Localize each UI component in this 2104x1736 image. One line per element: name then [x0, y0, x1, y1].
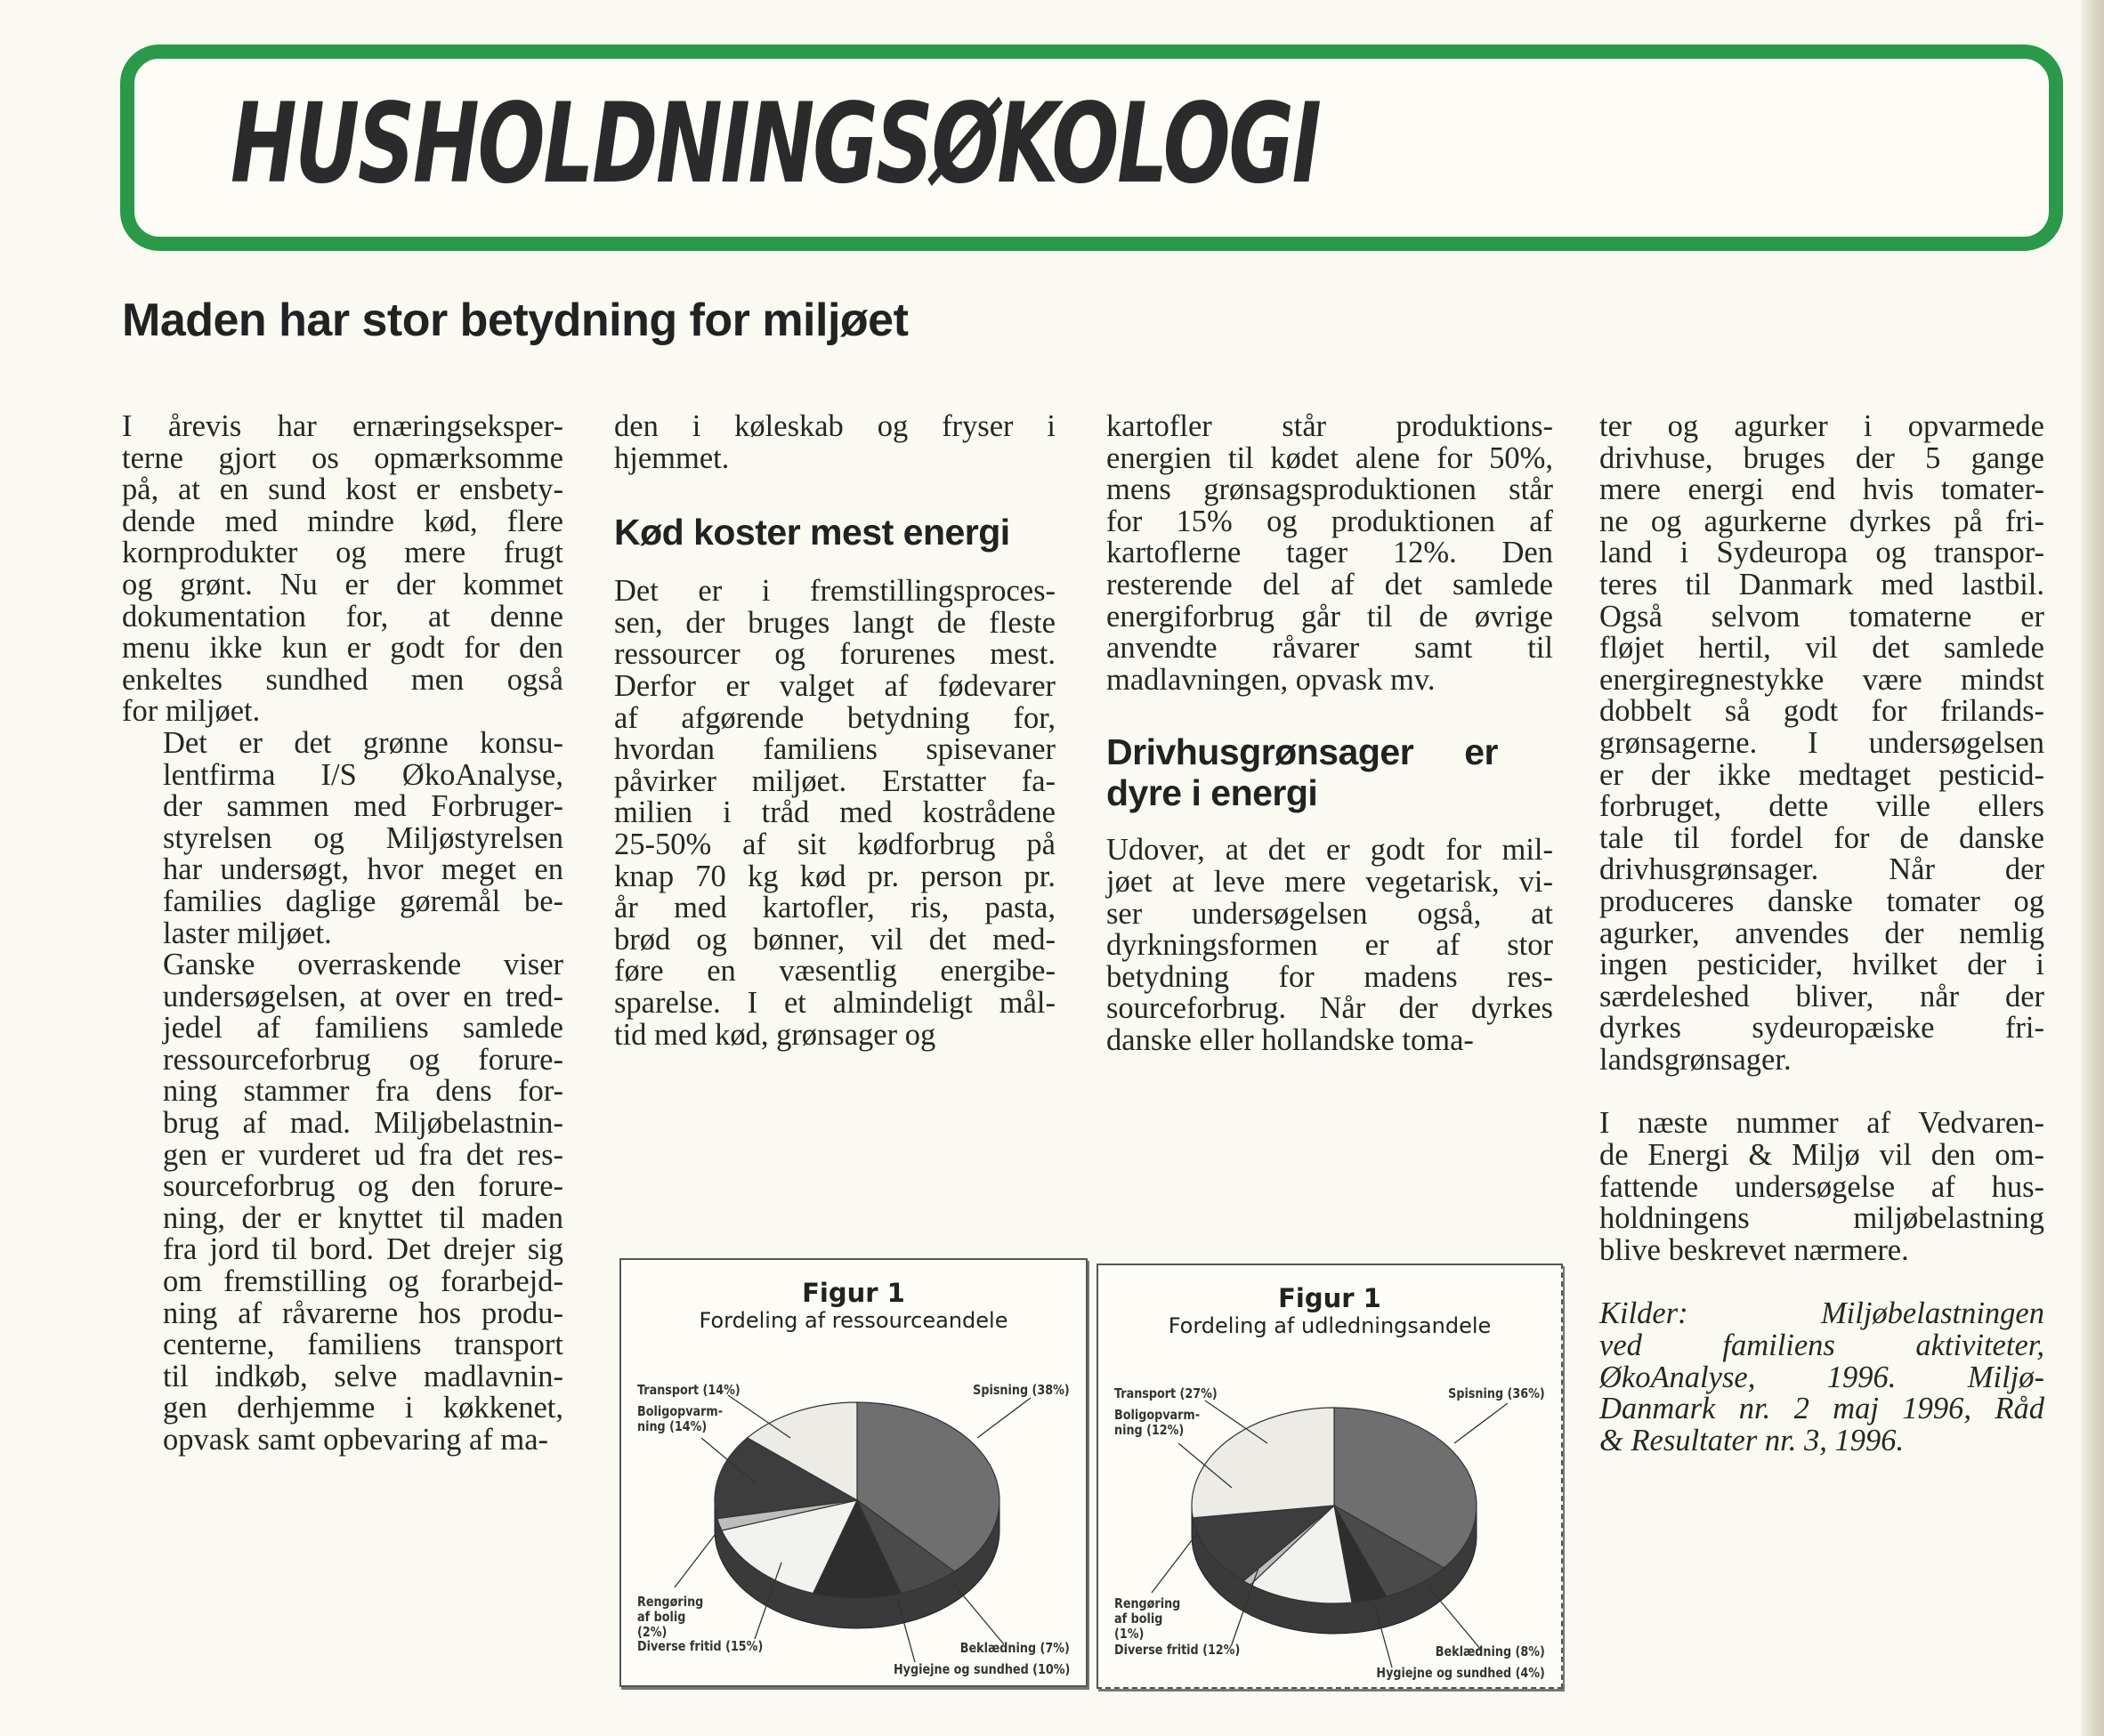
text-line: Derfor er valget af fødevarer: [614, 668, 1056, 703]
section-heading: Kød koster mest energi: [614, 512, 1010, 553]
text-line: der sammen med Forbruger-: [163, 789, 563, 824]
text-line: sourceforbrug. Når der dyrkes: [1106, 991, 1553, 1026]
text-line: Det er i fremstillingsproces-: [614, 574, 1056, 609]
leader-line: [1152, 1532, 1198, 1593]
text-line: lentfirma I/S ØkoAnalyse,: [163, 757, 563, 792]
text-line: dokumentation for, at denne: [122, 599, 563, 634]
label-spisning: Spisning (38%): [973, 1382, 1070, 1398]
label-boligopvarmning: Boligopvarm-ning (12%): [1114, 1407, 1201, 1438]
text-line: landsgrønsager.: [1599, 1042, 1792, 1077]
text-line: påvirker miljøet. Erstatter fa-: [614, 763, 1056, 798]
text-line: ning af råvarerne hos produ-: [163, 1296, 563, 1330]
label-diverse-fritid: Diverse fritid (15%): [637, 1638, 764, 1654]
sources-paragraph: [1599, 1298, 2044, 1457]
text-line: produceres danske tomater og: [1599, 884, 2044, 918]
text-line: ning, der er knyttet til maden: [163, 1200, 563, 1235]
text-line: Kilder: Miljøbelastningen: [1599, 1296, 2044, 1331]
paragraph: [122, 949, 563, 1457]
text-line: undersøgelsen, at over en tred-: [163, 979, 563, 1013]
text-line: mere energi end hvis tomater-: [1599, 472, 2044, 507]
text-line: dyrkningsformen er af stor: [1106, 928, 1553, 963]
text-line: kartofler står produktions-: [1106, 409, 1553, 443]
text-line: tid med kød, grønsager og: [614, 1017, 936, 1052]
text-line: Det er det grønne konsu-: [163, 725, 563, 760]
leader-line: [675, 1527, 721, 1587]
label-boligopvarmning: Boligopvarm-ning (14%): [637, 1403, 724, 1434]
text-line: Danmark nr. 2 maj 1996, Råd: [1599, 1392, 2044, 1426]
text-line: grønsagerne. I undersøgelsen: [1599, 725, 2044, 760]
text-line: føre en væsentlig energibe-: [614, 954, 1056, 989]
figure-emission-share: [1097, 1264, 1563, 1689]
label-beklaedning: Beklædning (8%): [1435, 1643, 1545, 1659]
text-line: ingen pesticider, hvilket der i: [1599, 948, 2044, 982]
section-title: HUSHOLDNINGSØKOLOGI: [231, 80, 1320, 208]
text-line: forbruget, dette ville ellers: [1599, 789, 2044, 824]
paragraph: [1599, 411, 2044, 1076]
text-line: brød og bønner, vil det med-: [614, 922, 1056, 957]
article-title: Maden har stor betydning for miljøet: [122, 295, 909, 346]
text-line: sparelse. I et almindeligt mål-: [614, 985, 1056, 1020]
figure-resource-share: [619, 1258, 1088, 1687]
text-line: mens grønsagsproduktionen står: [1106, 472, 1553, 507]
label-hygiejne: Hygiejne og sundhed (10%): [893, 1661, 1070, 1677]
text-line: menu ikke kun er godt for den: [122, 631, 563, 666]
text-line: I næste nummer af Vedvaren-: [1599, 1106, 2044, 1141]
text-line: ser undersøgelsen også, at: [1106, 896, 1553, 931]
figure-subtitle: Fordeling af udledningsandele: [1168, 1313, 1492, 1338]
label-spisning: Spisning (36%): [1448, 1385, 1545, 1401]
text-line: drivhusgrønsager. Når der: [1599, 852, 2044, 887]
text-line: jedel af familiens samlede: [163, 1011, 563, 1046]
text-line: dyrkes sydeuropæiske fri-: [1599, 1011, 2044, 1046]
text-line: fra jord til bord. Det drejer sig: [163, 1232, 563, 1267]
text-line: energiforbrug går til de øvrige: [1106, 599, 1553, 634]
text-line: til indkøb, selve madlavnin-: [163, 1359, 563, 1393]
text-line: hvordan familiens spisevaner: [614, 732, 1056, 767]
text-line: ressourceforbrug og forure-: [163, 1042, 563, 1077]
text-line: af afgørende betydning for,: [614, 700, 1056, 735]
text-line: opvask samt opbevaring af ma-: [163, 1423, 549, 1457]
text-line: ved familiens aktiviteter,: [1599, 1328, 2044, 1363]
page-edge-shadow: [2081, 0, 2104, 1736]
text-line: agurker, anvendes der nemlig: [1599, 916, 2044, 950]
label-diverse-fritid: Diverse fritid (12%): [1114, 1642, 1241, 1658]
text-line: ØkoAnalyse, 1996. Miljø-: [1599, 1360, 2044, 1394]
label-transport: Transport (27%): [1114, 1385, 1218, 1401]
text-line: knap 70 kg kød pr. person pr.: [614, 859, 1056, 893]
text-line: Udover, at det er godt for mil-: [1106, 833, 1553, 868]
text-line: kornprodukter og mere frugt: [122, 536, 563, 570]
leader-line: [977, 1398, 1031, 1438]
label-beklaedning: Beklædning (7%): [959, 1640, 1070, 1656]
leader-line: [1454, 1403, 1508, 1443]
text-line: ter og agurker i opvarmede: [1599, 409, 2044, 443]
article-column-1: [122, 411, 563, 1457]
text-line: I årevis har ernæringseksper-: [122, 409, 563, 443]
text-line: sen, der bruges langt de fleste: [614, 605, 1056, 640]
text-line: ressourcer og forurenes mest.: [614, 637, 1056, 672]
text-line: Ganske overraskende viser: [163, 948, 563, 982]
text-line: fattende undersøgelse af hus-: [1599, 1169, 2044, 1204]
text-line: energiregnestykke være mindst: [1599, 662, 2044, 697]
text-line: dobbelt så godt for frilands-: [1599, 694, 2044, 729]
paragraph: [614, 576, 1056, 1051]
text-line: drivhuse, bruges der 5 gange: [1599, 440, 2044, 475]
text-line: styrelsen og Miljøstyrelsen: [163, 820, 563, 855]
text-line: centerne, familiens transport: [163, 1328, 563, 1362]
text-line: laster miljøet.: [163, 916, 332, 950]
leader-line: [951, 1580, 1004, 1644]
article-column-2: [614, 411, 1056, 1051]
text-line: gen er vurderet ud fra det res-: [163, 1137, 563, 1172]
figure-title: Figur 1: [1278, 1283, 1381, 1313]
text-line: jøet at leve mere vegetarisk, vi-: [1106, 864, 1553, 899]
text-line: madlavningen, opvask mv.: [1106, 662, 1436, 697]
text-line: resterende del af det samlede: [1106, 567, 1553, 602]
article-column-3: [1106, 411, 1553, 1057]
paragraph: [1106, 411, 1553, 696]
leader-line: [1428, 1586, 1481, 1650]
paragraph: [614, 411, 1056, 474]
text-line: og grønt. Nu er der kommet: [122, 567, 563, 602]
text-line: hjemmet.: [614, 440, 730, 475]
label-rengoring: Rengøring af bolig (1%): [1114, 1595, 1181, 1642]
text-line: anvendte råvarer samt til: [1106, 631, 1553, 666]
text-line: kartoflerne tager 12%. Den: [1106, 536, 1553, 570]
text-line: betydning for madens res-: [1106, 959, 1553, 994]
label-transport: Transport (14%): [637, 1382, 740, 1398]
text-line: for miljøet.: [122, 694, 261, 729]
pie-slice: [1192, 1408, 1334, 1518]
text-line: enkeltes sundhed men også: [122, 662, 563, 697]
text-line: de Energi & Miljø vil den om-: [1599, 1138, 2044, 1173]
article-column-4: [1599, 411, 2044, 1457]
text-line: gen derhjemme i køkkenet,: [163, 1391, 563, 1425]
text-line: særdeleshed bliver, når der: [1599, 979, 2044, 1013]
figure-subtitle: Fordeling af ressourceandele: [699, 1308, 1008, 1333]
text-line: 25-50% af sit kødforbrug på: [614, 827, 1056, 861]
text-line: dende med mindre kød, flere: [122, 504, 563, 538]
text-line: ne og agurkerne dyrkes på fri-: [1599, 504, 2044, 538]
text-line: energien til kødet alene for 50%,: [1106, 440, 1553, 475]
text-line: ning stammer fra dens for-: [163, 1074, 563, 1109]
text-line: fløjet hertil, vil det samlede: [1599, 631, 2044, 666]
text-line: den i køleskab og fryser i: [614, 409, 1056, 443]
text-line: har undersøgt, hvor meget en: [163, 852, 563, 887]
text-line: for 15% og produktionen af: [1106, 504, 1553, 538]
text-line: terne gjort os opmærksomme: [122, 440, 563, 475]
paragraph: [1106, 835, 1553, 1056]
label-hygiejne: Hygiejne og sundhed (4%): [1376, 1665, 1545, 1681]
label-rengoring: Rengøring af bolig (2%): [637, 1594, 704, 1640]
section-header-box: [120, 44, 2063, 251]
text-line: om fremstilling og forarbejd-: [163, 1264, 563, 1299]
text-line: tale til fordel for de danske: [1599, 820, 2044, 855]
paragraph: [122, 725, 563, 950]
text-line: på, at en sund kost er ensbety-: [122, 472, 563, 507]
paragraph: [122, 411, 563, 728]
text-line: år med kartofler, ris, pasta,: [614, 891, 1056, 925]
text-line: families daglige gøremål be-: [163, 884, 563, 918]
text-line: er der ikke medtaget pesticid-: [1599, 757, 2044, 792]
text-line: brug af mad. Miljøbelastnin-: [163, 1106, 563, 1141]
text-line: blive beskrevet nærmere.: [1599, 1232, 1909, 1267]
text-line: danske eller hollandske toma-: [1106, 1022, 1474, 1057]
text-line: milien i tråd med kostrådene: [614, 795, 1056, 830]
text-line: land i Sydeuropa og transpor-: [1599, 536, 2044, 570]
text-line: teres til Danmark med lastbil.: [1599, 567, 2044, 602]
section-heading: Drivhusgrønsager er dyre i energi: [1106, 731, 1498, 814]
figure-title: Figur 1: [802, 1278, 905, 1308]
text-line: holdningens miljøbelastning: [1599, 1201, 2044, 1236]
text-line: sourceforbrug og den forure-: [163, 1169, 563, 1204]
paragraph: [1599, 1108, 2044, 1266]
text-line: & Resultater nr. 3, 1996.: [1599, 1423, 1905, 1457]
text-line: Også selvom tomaterne er: [1599, 599, 2044, 634]
